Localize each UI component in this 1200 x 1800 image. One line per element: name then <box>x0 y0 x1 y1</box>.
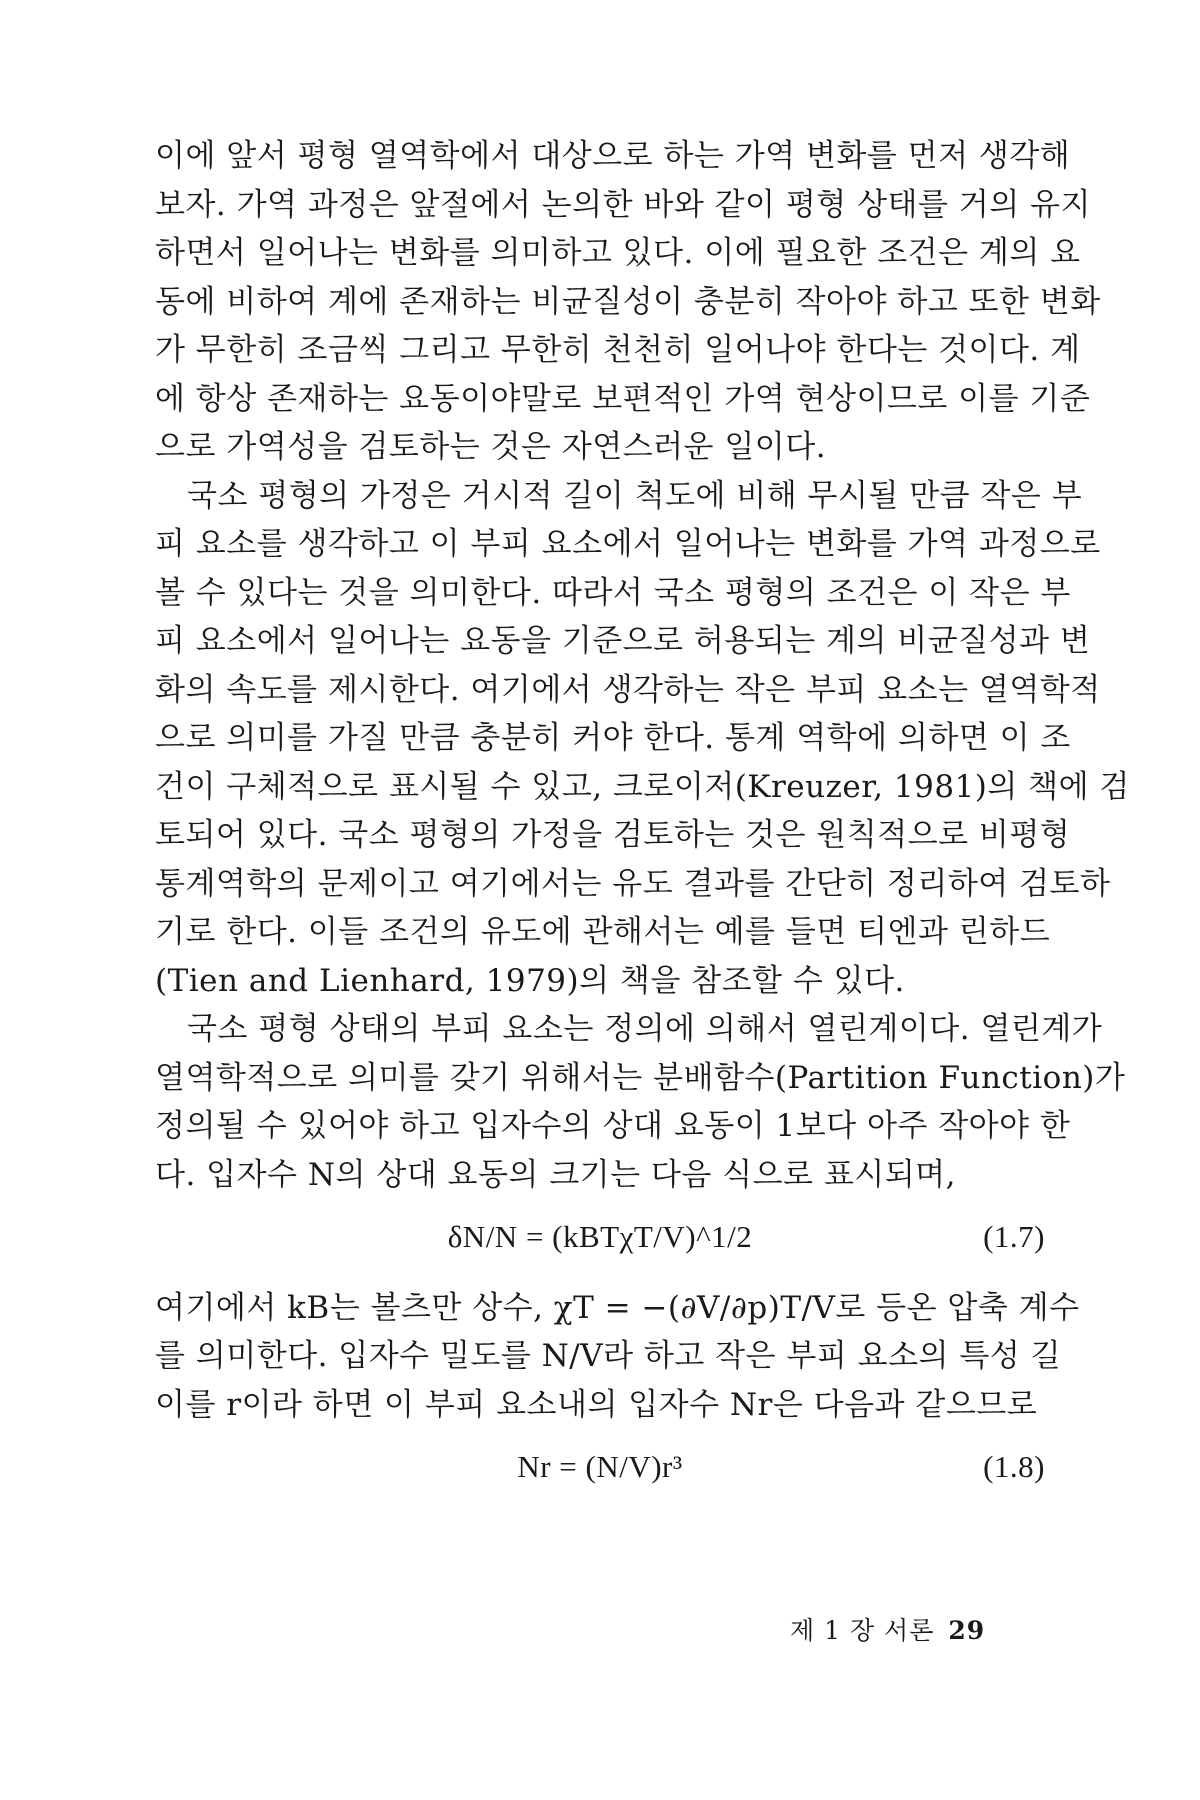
text-line: 동에 비하여 계에 존재하는 비균질성이 충분히 작아야 하고 또한 변화 <box>155 283 1101 320</box>
text-line: 국소 평형의 가정은 거시적 길이 척도에 비해 무시될 만큼 작은 부 <box>187 477 1083 514</box>
text-line: 통계역학의 문제이고 여기에서는 유도 결과를 간단히 정리하여 검토하 <box>155 865 1111 902</box>
paragraph-1 <box>155 132 1101 472</box>
text-line: 으로 의미를 가질 만큼 충분히 커야 한다. 통계 역학에 의하면 이 조 <box>155 720 1071 756</box>
text-line: 보자. 가역 과정은 앞절에서 논의한 바와 같이 평형 상태를 거의 유지 <box>155 186 1091 223</box>
equation-formula: Nr = (N/V)r³ <box>517 1449 683 1484</box>
equation-1-7 <box>155 1213 1045 1262</box>
text-line: 볼 수 있다는 것을 의미한다. 따라서 국소 평형의 조건은 이 작은 부 <box>155 574 1071 611</box>
text-line: 피 요소를 생각하고 이 부피 요소에서 일어나는 변화를 가역 과정으로 <box>155 526 1101 562</box>
text-line: 기로 한다. 이들 조건의 유도에 관해서는 예를 들면 티엔과 린하드 <box>155 914 1051 950</box>
equation-1-8 <box>155 1443 1045 1492</box>
paragraph-4 <box>155 1284 1080 1430</box>
text-line: 으로 가역성을 검토하는 것은 자연스러운 일이다. <box>155 429 827 465</box>
text-line: 이를 r이라 하면 이 부피 요소내의 입자수 Nr은 다음과 같으므로 <box>155 1386 1038 1423</box>
paragraph-3 <box>155 1005 1126 1199</box>
page-footer <box>790 1611 985 1647</box>
text-line: 다. 입자수 N의 상대 요동의 크기는 다음 식으로 표시되며, <box>155 1156 956 1193</box>
text-line: 피 요소에서 일어나는 요동을 기준으로 허용되는 계의 비균질성과 변 <box>155 623 1091 659</box>
text-line: 가 무한히 조금씩 그리고 무한히 천천히 일어나야 한다는 것이다. 계 <box>155 332 1081 368</box>
equation-formula: δN/N = (kBTχT/V)^1/2 <box>447 1219 753 1254</box>
text-line: 를 의미한다. 입자수 밀도를 N/V라 하고 작은 부피 요소의 특성 길 <box>155 1338 1062 1374</box>
text-line: 에 항상 존재하는 요동이야말로 보편적인 가역 현상이므로 이를 기준 <box>155 380 1091 417</box>
chapter-label: 제 1 장 서론 <box>790 1616 935 1645</box>
text-line: 이에 앞서 평형 열역학에서 대상으로 하는 가역 변화를 먼저 생각해 <box>155 138 1071 174</box>
text-line: 국소 평형 상태의 부피 요소는 정의에 의해서 열린계이다. 열린계가 <box>187 1011 1103 1047</box>
text-line: 토되어 있다. 국소 평형의 가정을 검토하는 것은 원칙적으로 비평형 <box>155 817 1071 853</box>
text-line: 정의될 수 있어야 하고 입자수의 상대 요동이 1보다 아주 작아야 한 <box>155 1108 1071 1144</box>
text-line: 화의 속도를 제시한다. 여기에서 생각하는 작은 부피 요소는 열역학적 <box>155 671 1101 708</box>
equation-number: (1.8) <box>983 1449 1045 1484</box>
text-line: 건이 구체적으로 표시될 수 있고, 크로이저(Kreuzer, 1981)의 책에 검 <box>155 768 1130 805</box>
text-line: 하면서 일어나는 변화를 의미하고 있다. 이에 필요한 조건은 계의 요 <box>155 235 1081 271</box>
page-number: 29 <box>948 1616 986 1645</box>
text-line: (Tien and Lienhard, 1979)의 책을 참조할 수 있다. <box>155 962 905 999</box>
text-line: 여기에서 kB는 볼츠만 상수, χT = −(∂V/∂p)T/V로 등온 압축 계수 <box>155 1289 1080 1326</box>
body-text <box>155 132 1130 1514</box>
equation-number: (1.7) <box>983 1219 1045 1254</box>
paragraph-2 <box>155 472 1130 1006</box>
text-line: 열역학적으로 의미를 갖기 위해서는 분배함수(Partition Function)가 <box>155 1059 1126 1096</box>
